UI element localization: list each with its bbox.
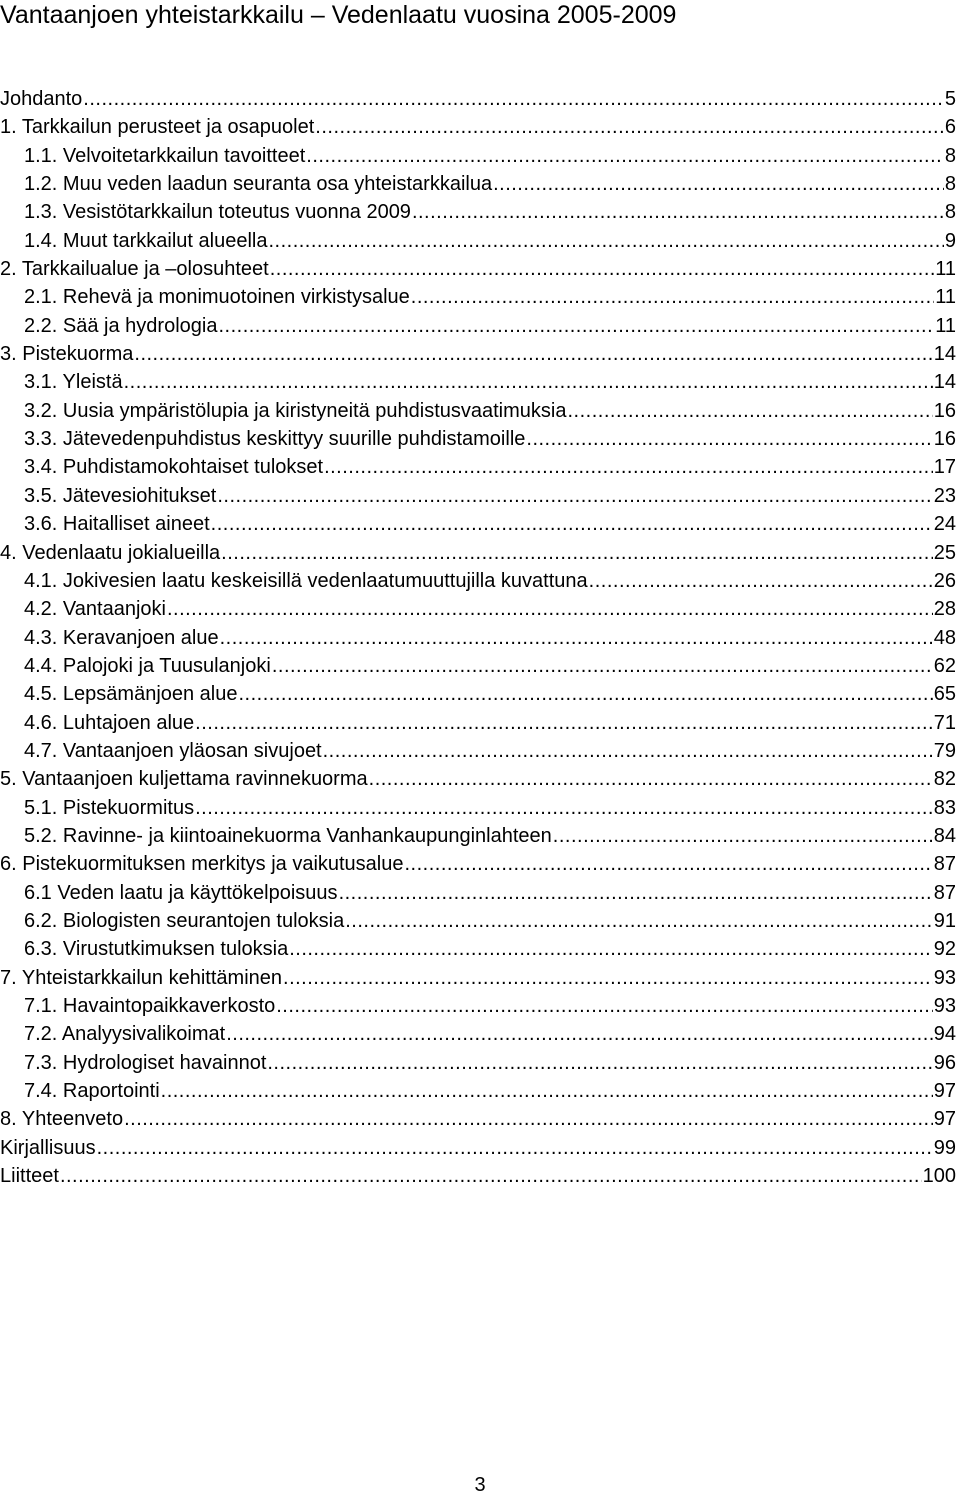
toc-entry-label: 6.2. Biologisten seurantojen tuloksia	[24, 909, 345, 932]
toc-entry[interactable]	[0, 312, 956, 340]
toc-entry-page: 5	[944, 88, 956, 110]
toc-entry-page: 87	[933, 853, 956, 876]
toc-entry-page: 8	[944, 201, 956, 224]
toc-entry[interactable]	[0, 935, 956, 963]
toc-entry-label: 4. Vedenlaatu jokialueilla	[0, 541, 221, 564]
toc-leader-dots	[195, 794, 933, 822]
toc-leader-dots	[369, 765, 933, 793]
toc-entry-page: 97	[933, 1108, 956, 1131]
toc-entry-page: 14	[933, 343, 956, 366]
toc-entry-page: 25	[933, 541, 956, 564]
toc-entry[interactable]	[0, 567, 956, 595]
toc-entry-label: 6. Pistekuormituksen merkitys ja vaikutusalue	[0, 853, 404, 876]
toc-entry-label: Kirjallisuus	[0, 1136, 96, 1159]
toc-entry-page: 24	[933, 513, 956, 536]
toc-leader-dots	[493, 170, 944, 198]
toc-entry[interactable]	[0, 822, 956, 850]
toc-entry-page: 11	[935, 258, 956, 281]
toc-leader-dots	[221, 539, 933, 567]
toc-entry-label: 2. Tarkkailualue ja –olosuhteet	[0, 258, 269, 281]
toc-entry-label: Liitteet	[0, 1165, 59, 1188]
toc-entry-page: 97	[933, 1080, 956, 1103]
toc-entry-page: 6	[944, 116, 956, 139]
toc-entry-label: 6.1 Veden laatu ja käyttökelpoisuus	[24, 881, 338, 904]
toc-entry[interactable]	[0, 992, 956, 1020]
toc-entry-page: 94	[933, 1023, 956, 1046]
toc-entry-page: 92	[933, 938, 956, 961]
toc-entry[interactable]	[0, 652, 956, 680]
toc-leader-dots	[306, 142, 944, 170]
toc-entry-label: 4.5. Lepsämänjoen alue	[24, 683, 238, 706]
toc-entry[interactable]	[0, 283, 956, 311]
toc-entry[interactable]	[0, 1105, 956, 1133]
toc-entry-label: Johdanto	[0, 88, 83, 110]
toc-entry-label: 8. Yhteenveto	[0, 1108, 124, 1131]
toc-entry-label: 4.4. Palojoki ja Tuusulanjoki	[24, 654, 271, 677]
toc-leader-dots	[323, 737, 933, 765]
toc-entry-page: 23	[933, 484, 956, 507]
toc-entry[interactable]	[0, 1134, 956, 1162]
toc-entry[interactable]	[0, 142, 956, 170]
toc-entry-page: 62	[933, 654, 956, 677]
toc-leader-dots	[211, 510, 933, 538]
toc-entry[interactable]	[0, 1162, 956, 1190]
toc-entry[interactable]	[0, 595, 956, 623]
toc-entry[interactable]	[0, 397, 956, 425]
toc-entry[interactable]	[0, 765, 956, 793]
toc-entry[interactable]	[0, 794, 956, 822]
toc-entry[interactable]	[0, 510, 956, 538]
toc-entry-label: 3.3. Jätevedenpuhdistus keskittyy suurille puhdistamoille	[24, 428, 526, 451]
toc-entry-label: 7.4. Raportointi	[24, 1080, 160, 1103]
toc-entry-label: 1. Tarkkailun perusteet ja osapuolet	[0, 116, 315, 139]
toc-entry[interactable]	[0, 453, 956, 481]
toc-leader-dots	[405, 850, 933, 878]
toc-entry-label: 5.2. Ravinne- ja kiintoainekuorma Vanhankaupunginlahteen	[24, 824, 552, 847]
toc-entry-label: 1.2. Muu veden laadun seuranta osa yhteistarkkailua	[24, 173, 493, 196]
toc-entry-label: 2.2. Sää ja hydrologia	[24, 314, 218, 337]
toc-entry[interactable]	[0, 198, 956, 226]
toc-entry[interactable]	[0, 425, 956, 453]
page-number: 3	[474, 1474, 486, 1496]
toc-entry[interactable]	[0, 1049, 956, 1077]
toc-entry-page: 11	[935, 286, 956, 309]
toc-leader-dots	[339, 879, 933, 907]
toc-entry[interactable]	[0, 879, 956, 907]
toc-entry-label: 4.6. Luhtajoen alue	[24, 711, 195, 734]
toc-entry-page: 16	[933, 428, 956, 451]
toc-entry-page: 83	[933, 796, 956, 819]
toc-leader-dots	[226, 1020, 933, 1048]
toc-entry[interactable]	[0, 170, 956, 198]
toc-entry[interactable]	[0, 482, 956, 510]
toc-leader-dots	[289, 935, 933, 963]
toc-entry-page: 93	[933, 966, 956, 989]
toc-entry[interactable]	[0, 255, 956, 283]
toc-entry-label: 3.2. Uusia ympäristölupia ja kiristyneitä puhdistusvaatimuksia	[24, 399, 567, 422]
toc-leader-dots	[217, 482, 932, 510]
toc-entry-page: 84	[933, 824, 956, 847]
toc-entry-page: 99	[933, 1136, 956, 1159]
toc-leader-dots	[218, 312, 934, 340]
toc-entry[interactable]	[0, 85, 956, 113]
toc-leader-dots	[272, 652, 933, 680]
toc-entry-page: 48	[933, 626, 956, 649]
toc-entry-label: 1.4. Muut tarkkailut alueella	[24, 229, 268, 252]
toc-entry-label: 4.7. Vantaanjoen yläosan sivujoet	[24, 739, 322, 762]
toc-entry-page: 93	[933, 995, 956, 1017]
toc-leader-dots	[412, 198, 944, 226]
toc-entry-label: 3.6. Haitalliset aineet	[24, 513, 210, 536]
toc-entry-label: 5. Vantaanjoen kuljettama ravinnekuorma	[0, 768, 368, 791]
toc-entry-page: 87	[933, 881, 956, 904]
toc-entry[interactable]	[0, 709, 956, 737]
toc-leader-dots	[589, 567, 933, 595]
toc-entry-page: 91	[933, 909, 956, 932]
toc-leader-dots	[567, 397, 932, 425]
toc-leader-dots	[239, 680, 933, 708]
toc-leader-dots	[345, 907, 933, 935]
toc-leader-dots	[167, 595, 933, 623]
toc-entry[interactable]	[0, 624, 956, 652]
toc-entry-page: 14	[933, 371, 956, 394]
toc-leader-dots	[124, 1105, 933, 1133]
table-of-contents	[0, 85, 956, 1190]
toc-entry[interactable]	[0, 227, 956, 255]
toc-entry-page: 65	[933, 683, 956, 706]
toc-entry-page: 96	[933, 1051, 956, 1074]
toc-entry[interactable]	[0, 368, 956, 396]
toc-entry-label: 7.2. Analyysivalikoimat	[24, 1023, 226, 1046]
toc-entry[interactable]	[0, 850, 956, 878]
toc-entry-label: 4.1. Jokivesien laatu keskeisillä vedenlaatumuuttujilla kuvattuna	[24, 569, 588, 592]
toc-entry-page: 71	[933, 711, 956, 734]
toc-entry-page: 82	[933, 768, 956, 791]
toc-entry-page: 26	[933, 569, 956, 592]
toc-leader-dots	[97, 1134, 933, 1162]
toc-leader-dots	[315, 113, 944, 141]
toc-entry-label: 1.1. Velvoitetarkkailun tavoitteet	[24, 144, 306, 167]
toc-leader-dots	[268, 227, 943, 255]
toc-entry-label: 3.1. Yleistä	[24, 371, 123, 394]
toc-entry-label: 4.2. Vantaanjoki	[24, 598, 166, 621]
toc-entry-label: 3. Pistekuorma	[0, 343, 134, 366]
toc-entry-page: 8	[944, 173, 956, 196]
toc-entry[interactable]	[0, 907, 956, 935]
toc-entry[interactable]	[0, 737, 956, 765]
toc-entry-label: 1.3. Vesistötarkkailun toteutus vuonna 2009	[24, 201, 411, 224]
toc-entry-page: 100	[922, 1165, 956, 1188]
toc-entry-page: 9	[944, 229, 956, 252]
toc-entry[interactable]	[0, 539, 956, 567]
toc-entry-label: 2.1. Rehevä ja monimuotoinen virkistysalue	[24, 286, 410, 309]
toc-entry[interactable]	[0, 340, 956, 368]
toc-entry[interactable]	[0, 113, 956, 141]
toc-entry-label: 7. Yhteistarkkailun kehittäminen	[0, 966, 283, 989]
toc-entry-label: 4.3. Keravanjoen alue	[24, 626, 219, 649]
toc-leader-dots	[267, 1049, 932, 1077]
toc-leader-dots	[283, 964, 933, 992]
toc-leader-dots	[553, 822, 933, 850]
toc-entry-label: 7.3. Hydrologiset havainnot	[24, 1051, 267, 1074]
toc-entry-page: 28	[933, 598, 956, 621]
toc-entry[interactable]	[0, 1077, 956, 1105]
toc-entry-label: 6.3. Virustutkimuksen tuloksia	[24, 938, 289, 961]
toc-leader-dots	[270, 255, 935, 283]
toc-leader-dots	[276, 992, 933, 1020]
toc-entry-label: 5.1. Pistekuormitus	[24, 796, 195, 819]
toc-leader-dots	[220, 624, 933, 652]
toc-leader-dots	[411, 283, 934, 311]
toc-leader-dots	[526, 425, 932, 453]
toc-leader-dots	[195, 709, 933, 737]
toc-entry-page: 17	[933, 456, 956, 479]
toc-entry-label: 7.1. Havaintopaikkaverkosto	[24, 995, 276, 1017]
toc-leader-dots	[60, 1162, 922, 1190]
toc-leader-dots	[124, 368, 933, 396]
toc-entry-label: 3.5. Jätevesiohitukset	[24, 484, 217, 507]
toc-leader-dots	[134, 340, 932, 368]
toc-entry-page: 11	[935, 314, 956, 337]
toc-leader-dots	[161, 1077, 933, 1105]
toc-entry[interactable]	[0, 1020, 956, 1048]
toc-leader-dots	[83, 85, 944, 113]
toc-entry-page: 79	[933, 739, 956, 762]
toc-entry-page: 16	[933, 399, 956, 422]
toc-leader-dots	[324, 453, 933, 481]
document-title: Vantaanjoen yhteistarkkailu – Vedenlaatu vuosina 2005-2009	[0, 1, 677, 29]
toc-entry-label: 3.4. Puhdistamokohtaiset tulokset	[24, 456, 324, 479]
toc-entry-page: 8	[944, 144, 956, 167]
toc-entry[interactable]	[0, 680, 956, 708]
toc-entry[interactable]	[0, 964, 956, 992]
